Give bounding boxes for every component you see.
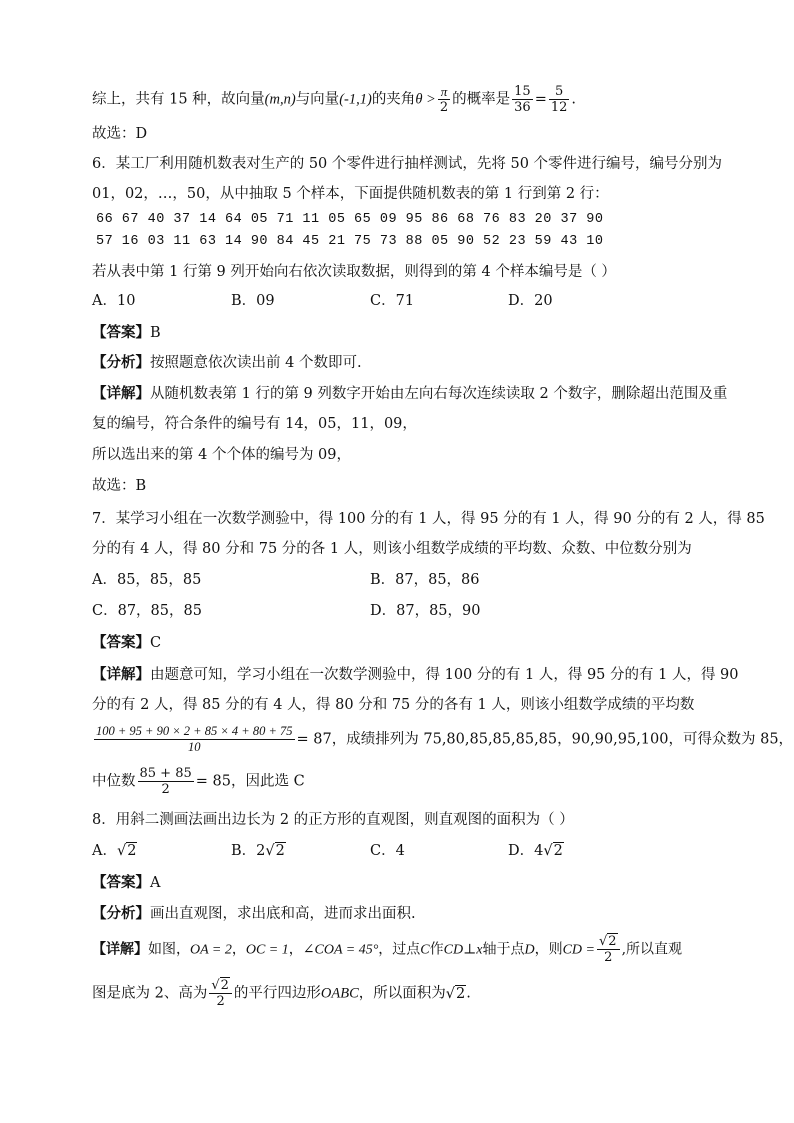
frac-num: 15: [514, 84, 531, 99]
fraction-pi-over-2: [438, 84, 450, 115]
radicand: 2: [127, 843, 137, 859]
text: ，所以面积为: [358, 985, 446, 1002]
answer-tag: 【答案】: [92, 634, 150, 651]
frac-den: 2: [216, 994, 225, 1009]
q8-analysis: [92, 904, 416, 924]
q6-option-c: C．71: [370, 293, 415, 309]
text: 如图，: [148, 941, 190, 958]
q8-detail1: [92, 934, 682, 965]
point-c: C: [420, 942, 430, 958]
q7-median-line: [92, 766, 305, 797]
frac-num: √2: [209, 978, 232, 994]
q6-line1: 6．某工厂利用随机数表对生产的 50 个零件进行抽样测试，先将 50 个零件进行编号，编号分别为: [92, 156, 723, 172]
analysis-tag: 【分析】: [92, 354, 150, 371]
answer-choice-line: 故选：D: [92, 126, 148, 142]
radicand: 2: [553, 843, 563, 859]
q6-line3: 若从表中第 1 行第 9 列开始向右依次读取数据，则得到的第 4 个样本编号是（ ）: [92, 264, 616, 280]
sqrt-icon: √2: [543, 843, 563, 859]
q8-option-a: [92, 841, 137, 861]
median-fraction: [138, 766, 194, 797]
expr-cd-perp: CD⊥x: [443, 942, 483, 958]
frac-den: 12: [550, 100, 568, 115]
opt-label: D．4: [508, 843, 544, 859]
text: 图是底为 2、高为: [92, 985, 208, 1002]
q6-answer: [92, 323, 161, 343]
analysis-text: 画出直观图，求出底和高，进而求出面积.: [150, 906, 416, 922]
q6-option-b: B．09: [231, 293, 275, 309]
answer-tag: 【答案】: [92, 324, 150, 341]
radicand: 2: [608, 934, 617, 949]
q8-line1: 8．用斜二测画法画出边长为 2 的正方形的直观图，则直观图的面积为（ ）: [92, 812, 574, 828]
opt-label: A．: [92, 843, 117, 859]
frac-num: 85 + 85: [139, 766, 192, 781]
parallelogram-name: OABC: [320, 985, 359, 1002]
equals: =: [534, 91, 547, 108]
detail-text: 从随机数表第 1 行的第 9 列数字开始由左向右每次连续读取 2 个数字，删除超出范围及重: [150, 386, 728, 402]
q8-option-d: [508, 841, 564, 861]
vector-mn: (m,n): [264, 91, 296, 108]
text: ，因此选 C: [230, 773, 305, 790]
q7-mean-line: [92, 724, 793, 755]
analysis-text: 按照题意依次读出前 4 个数即可.: [150, 355, 362, 371]
conclusion-line: [92, 84, 576, 115]
frac-den: 10: [188, 740, 201, 754]
q7-option-c: C．87，85，85: [92, 603, 202, 619]
frac-num: 5: [549, 84, 570, 100]
vector-neg1-1: (-1,1): [339, 91, 372, 108]
q6-detail3: 所以选出来的第 4 个个体的编号为 09，: [92, 447, 352, 463]
q6-option-d: D．20: [508, 293, 553, 309]
q6-detail4: 故选：B: [92, 478, 147, 494]
detail-tag: 【详解】: [92, 385, 150, 402]
frac-den: 2: [161, 782, 170, 797]
q7-answer: [92, 633, 161, 653]
frac-num: π: [438, 84, 450, 100]
text: ，: [288, 941, 303, 958]
q7-option-b: B．87，85，86: [370, 572, 480, 588]
analysis-tag: 【分析】: [92, 905, 150, 922]
expr-oc: OC = 1: [245, 942, 289, 958]
sqrt-icon: √2: [445, 985, 466, 1002]
expr-angle: ∠COA = 45°: [302, 942, 379, 958]
radicand: 2: [275, 843, 285, 859]
q6-option-a: A．10: [92, 293, 136, 309]
text: 中位数: [92, 773, 136, 790]
frac-num: √2: [597, 934, 620, 950]
expr-cd: CD =: [562, 942, 595, 958]
q7-line2: 分的有 4 人，得 80 分和 75 分的各 1 人，则该小组数学成绩的平均数、众数、中位数分别为: [92, 541, 692, 557]
frac-den: 2: [439, 100, 449, 115]
answer-tag: 【答案】: [92, 874, 150, 891]
text: 的平行四边形: [233, 985, 321, 1002]
sqrt-icon: √2: [116, 843, 137, 859]
random-table-row1: 66 67 40 37 14 64 05 71 11 05 65 09 95 86 68 76 83 20 37 90: [96, 212, 604, 227]
theta-expr: θ >: [415, 91, 436, 108]
fraction-15-36: [512, 84, 533, 115]
text: 综上，共有 15 种，故向量: [92, 91, 265, 108]
text: 作: [429, 941, 444, 958]
q6-analysis: [92, 353, 362, 373]
detail-text: 由题意可知，学习小组在一次数学测验中，得 100 分的有 1 人，得 95 分的有 1 人，得 90: [150, 667, 739, 683]
frac-num: 100 + 95 + 90 × 2 + 85 × 4 + 80 + 75: [96, 724, 293, 738]
fraction-sqrt2-over-2: [209, 978, 232, 1009]
opt-label: B．2: [231, 843, 266, 859]
q6-detail2: 复的编号，符合条件的编号有 14，05，11，09，: [92, 416, 417, 432]
text: 与向量: [295, 91, 340, 108]
median-result: = 85: [195, 773, 231, 790]
sqrt-icon: √2: [265, 843, 285, 859]
text: 的概率是: [452, 91, 511, 108]
mean-fraction: [94, 724, 295, 755]
text: ，: [231, 941, 246, 958]
answer-value: A: [150, 875, 161, 891]
random-table-row2: 57 16 03 11 63 14 90 84 45 21 75 73 88 05 90 52 23 59 43 10: [96, 234, 604, 249]
text: ，则: [534, 941, 563, 958]
expr-oa: OA = 2: [190, 942, 232, 958]
q6-detail1: [92, 384, 727, 404]
fraction-5-12: [549, 84, 570, 115]
fraction-sqrt2-over-2: [597, 934, 620, 965]
detail-tag: 【详解】: [92, 941, 148, 958]
q8-option-b: [231, 841, 286, 861]
mean-result: = 87: [296, 731, 332, 748]
text: 的夹角: [371, 91, 416, 108]
answer-value: B: [150, 325, 161, 341]
detail-text: ，成绩排列为 75,80,85,85,85,85，90,90,95,100，可得众数为 85，: [331, 731, 794, 748]
period: .: [571, 91, 576, 108]
detail-tag: 【详解】: [92, 666, 150, 683]
q7-line1: 7．某学习小组在一次数学测验中，得 100 分的有 1 人，得 95 分的有 1 人，得 90 分的有 2 人，得 85: [92, 511, 765, 527]
q7-detail2: 分的有 2 人，得 85 分的有 4 人，得 80 分和 75 分的各有 1 人，则该小组数学成绩的平均数: [92, 697, 695, 713]
q8-option-c: C．4: [370, 843, 405, 859]
text: 轴于点: [482, 941, 525, 958]
q8-detail2: [92, 978, 471, 1009]
q8-answer: [92, 873, 160, 893]
radicand: 2: [220, 978, 229, 993]
frac-den: 2: [604, 950, 613, 965]
answer-value: C: [150, 635, 162, 651]
text: ,所以直观: [621, 941, 683, 958]
radicand: 2: [456, 985, 466, 1002]
point-d: D: [524, 942, 535, 958]
q7-detail1: [92, 665, 739, 685]
q6-line2: 01，02，…，50，从中抽取 5 个样本，下面提供随机数表的第 1 行到第 2 行：: [92, 186, 609, 202]
period: .: [466, 985, 471, 1002]
q7-option-a: A．85，85，85: [92, 572, 202, 588]
text: ，过点: [378, 941, 421, 958]
q7-option-d: D．87，85，90: [370, 603, 481, 619]
frac-den: 36: [514, 100, 531, 115]
